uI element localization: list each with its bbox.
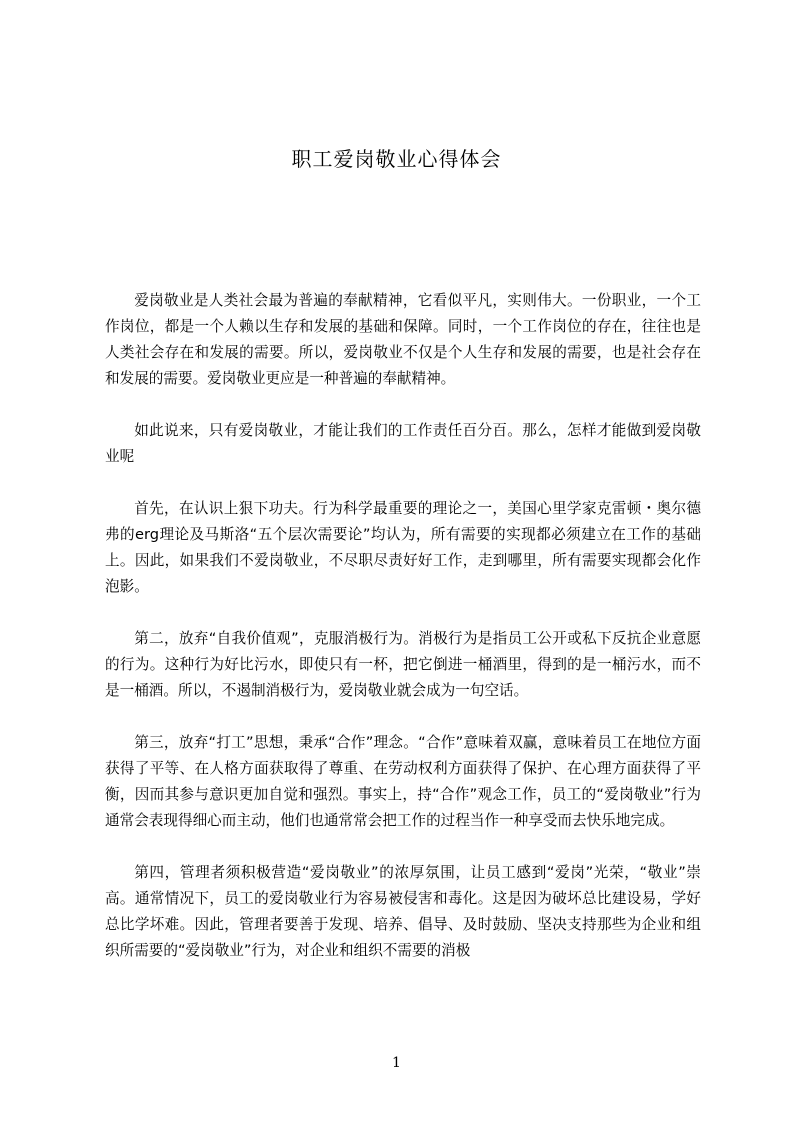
paragraph-1: 爱岗敬业是人类社会最为普遍的奉献精神，它看似平凡，实则伟大。一份职业，一个工作岗位，都是一个人赖以生存和发展的基础和保障。同时，一个工作岗位的存在，往往也是人类社会存在和发展的需要。所以，爱岗敬业不仅是个人生存和发展的需要，也是社会存在和发展的需要。爱岗敬业更应是一种普遍的奉献精神。 xyxy=(105,292,701,387)
paragraph-5: 第三，放弃“打工”思想，秉承“合作”理念。“合作”意味着双赢，意味着员工在地位方面获得了平等、在人格方面获取得了尊重、在劳动权利方面获得了保护、在心理方面获得了平衡，因而其参与意识更加自觉和强烈。事实上，持“合作”观念工作，员工的“爱岗敬业”行为通常会表现得细心而主动，他们也通常常会把工作的过程当作一种享受而去快乐地完成。 xyxy=(105,734,701,829)
paragraph-6: 第四，管理者须积极营造“爱岗敬业”的浓厚氛围，让员工感到“爱岗”光荣，“敬业”崇高。通常情况下，员工的爱岗敬业行为容易被侵害和毒化。这是因为破坏总比建设易，学好总比学坏难。因此，管理者要善于发现、培养、倡导、及时鼓励、坚决支持那些为企业和组织所需要的“爱岗敬业”行为，对企业和组织不需要的消极 xyxy=(105,864,701,959)
page-number: 1 xyxy=(392,1055,401,1071)
paragraph-2: 如此说来，只有爱岗敬业，才能让我们的工作责任百分百。那么，怎样才能做到爱岗敬业呢 xyxy=(105,422,701,465)
document-title: 职工爱岗敬业心得体会 xyxy=(291,147,502,171)
document-body xyxy=(105,288,701,990)
paragraph-3: 首先，在认识上狠下功夫。行为科学最重要的理论之一，美国心里学家克雷顿・奥尔德弗的erg理论及马斯洛“五个层次需要论”均认为，所有需要的实现都必须建立在工作的基础上。因此，如果我们不爱岗敬业，不尽职尽责好好工作，走到哪里，所有需要实现都会化作泡影。 xyxy=(105,500,701,595)
paragraph-4: 第二，放弃“自我价值观”，克服消极行为。消极行为是指员工公开或私下反抗企业意愿的行为。这种行为好比污水，即使只有一杯，把它倒进一桶酒里，得到的是一桶污水，而不是一桶酒。所以，不遏制消极行为，爱岗敬业就会成为一句空话。 xyxy=(105,630,701,699)
